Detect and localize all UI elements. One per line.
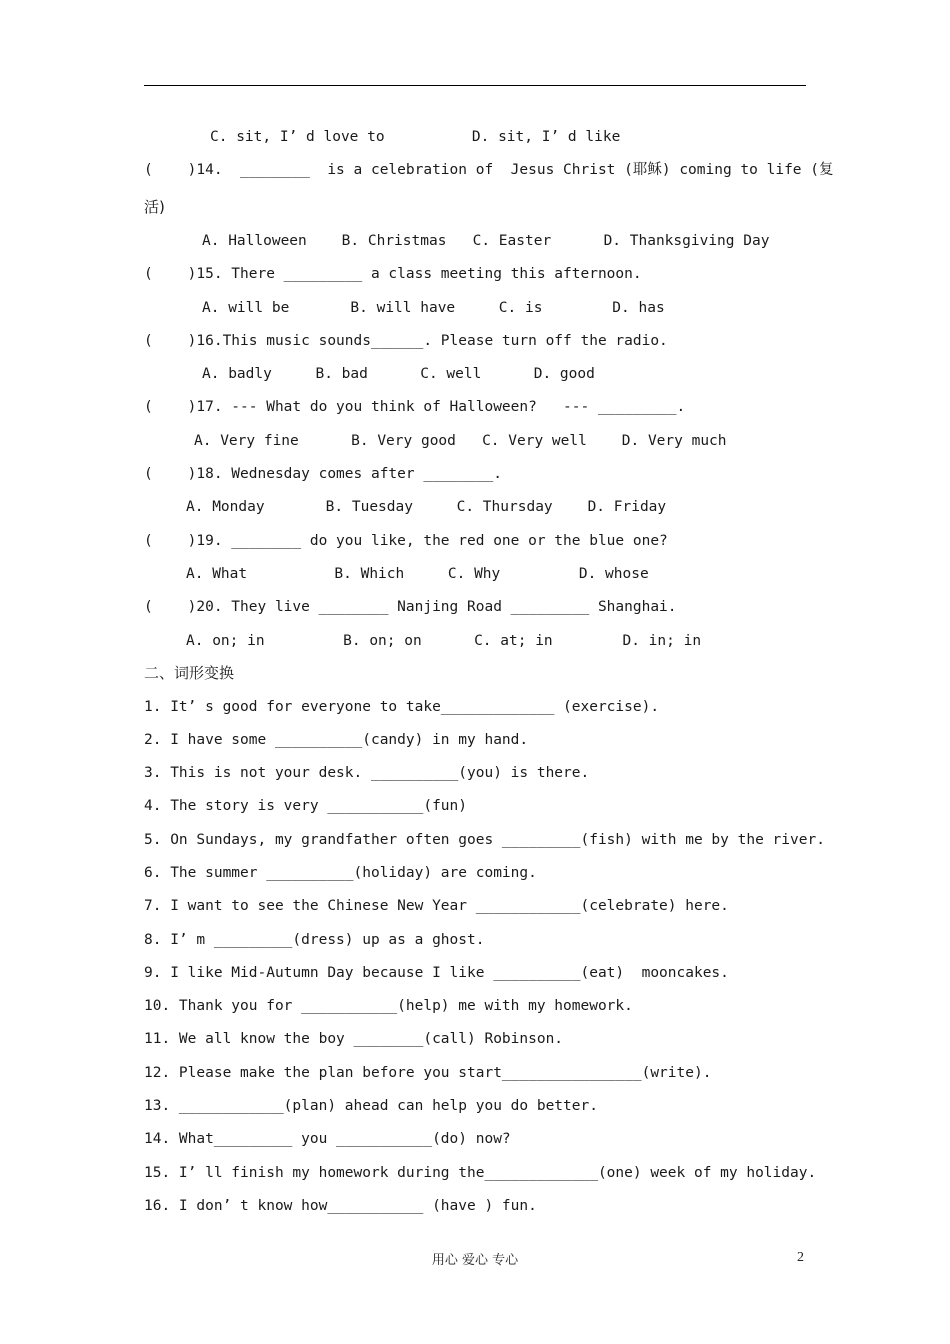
q17-options: A. Very fine B. Very good C. Very well D. Very much	[194, 433, 727, 449]
word-form-item: 3. This is not your desk. __________(you) is there.	[144, 765, 590, 781]
word-form-item: 16. I don’ t know how___________ (have ) fun.	[144, 1198, 537, 1214]
q13-options: C. sit, I’ d love to D. sit, I’ d like	[210, 129, 621, 145]
word-form-item: 4. The story is very ___________(fun)	[144, 798, 468, 814]
q15-options: A. will be B. will have C. is D. has	[202, 300, 665, 316]
word-form-item: 7. I want to see the Chinese New Year ____________(celebrate) here.	[144, 898, 729, 914]
word-form-item: 8. I’ m _________(dress) up as a ghost.	[144, 932, 485, 948]
footer-motto: 用心 爱心 专心	[431, 1253, 519, 1268]
word-form-item: 2. I have some __________(candy) in my hand.	[144, 732, 529, 748]
header-rule	[144, 85, 806, 86]
word-form-item: 9. I like Mid-Autumn Day because I like __________(eat) mooncakes.	[144, 965, 729, 981]
section-heading: 二、词形变换	[144, 664, 235, 682]
q16-options: A. badly B. bad C. well D. good	[202, 366, 595, 382]
q17-stem: ( )17. --- What do you think of Halloween? --- _________.	[144, 399, 686, 415]
q14-stem-continued: 活)	[144, 198, 165, 216]
word-form-item: 15. I’ ll finish my homework during the_____________(one) week of my holiday.	[144, 1165, 817, 1181]
q19-options: A. What B. Which C. Why D. whose	[186, 566, 649, 582]
q16-stem: ( )16.This music sounds______. Please turn off the radio.	[144, 333, 668, 349]
word-form-item: 6. The summer __________(holiday) are coming.	[144, 865, 537, 881]
word-form-item: 13. ____________(plan) ahead can help you do better.	[144, 1098, 598, 1114]
q18-options: A. Monday B. Tuesday C. Thursday D. Friday	[186, 499, 667, 515]
q14-options: A. Halloween B. Christmas C. Easter D. Thanksgiving Day	[202, 233, 770, 249]
word-form-item: 5. On Sundays, my grandfather often goes _________(fish) with me by the river.	[144, 832, 825, 848]
q20-stem: ( )20. They live ________ Nanjing Road _________ Shanghai.	[144, 599, 677, 615]
q20-options: A. on; in B. on; on C. at; in D. in; in	[186, 633, 702, 649]
word-form-item: 1. It’ s good for everyone to take_____________ (exercise).	[144, 699, 660, 715]
q15-stem: ( )15. There _________ a class meeting this afternoon.	[144, 266, 642, 282]
q19-stem: ( )19. ________ do you like, the red one or the blue one?	[144, 533, 668, 549]
word-form-item: 10. Thank you for ___________(help) me with my homework.	[144, 998, 633, 1014]
q18-stem: ( )18. Wednesday comes after ________.	[144, 466, 502, 482]
q14-stem: ( )14. ________ is a celebration of Jesus Christ (耶稣) coming to life (复	[144, 162, 834, 178]
word-form-item: 11. We all know the boy ________(call) Robinson.	[144, 1031, 564, 1047]
word-form-item: 14. What_________ you ___________(do) now?	[144, 1131, 511, 1147]
page-number: 2	[797, 1250, 804, 1265]
word-form-item: 12. Please make the plan before you start________________(write).	[144, 1065, 712, 1081]
